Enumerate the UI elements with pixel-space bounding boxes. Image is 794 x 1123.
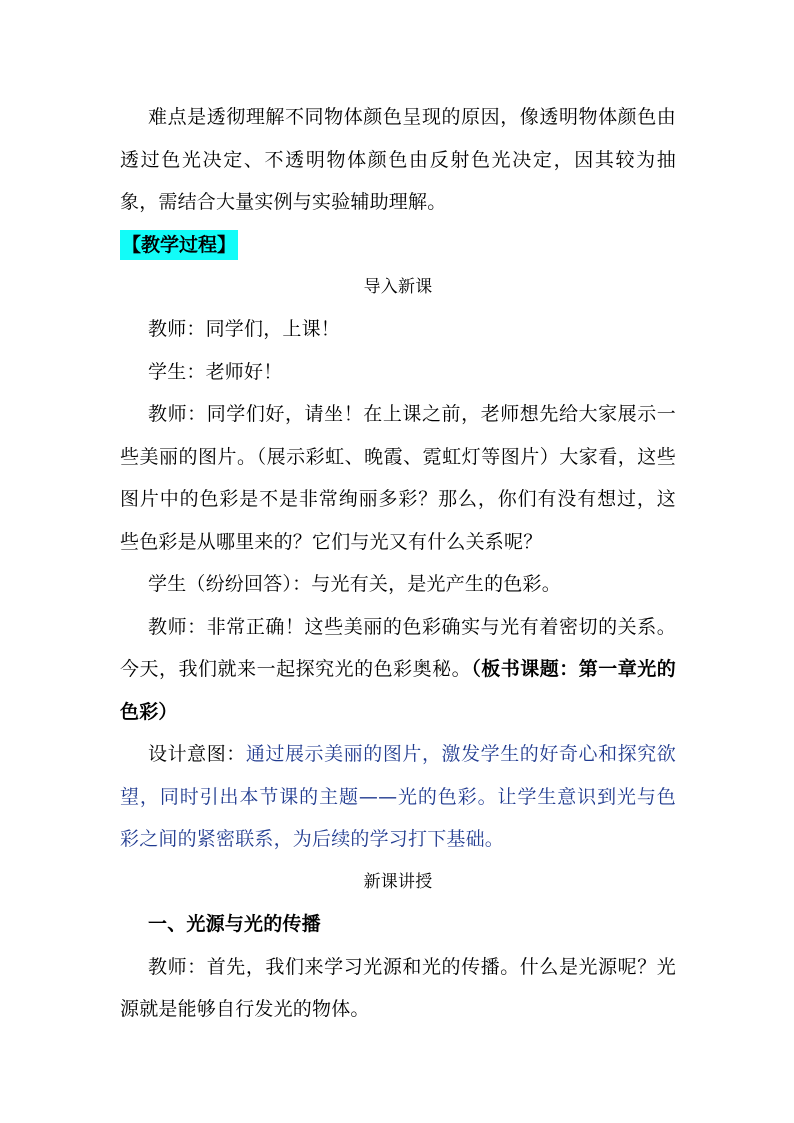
- board-title-note: （板书课题：第一章光的色彩）: [120, 658, 676, 723]
- section-1-heading: 一、光源与光的传播: [148, 913, 321, 935]
- dialogue-teacher-2: 教师：同学们好，请坐！在上课之前，老师想先给大家展示一些美丽的图片。（展示彩虹、晚霞、霓虹灯等图片）大家看，这些图片中的色彩是不是非常绚丽多彩？那么，你们有没有想过，这些色彩是从哪里来的？它们与光又有什么关系呢？: [120, 403, 676, 553]
- design-intent-text: 通过展示美丽的图片，激发学生的好奇心和探究欲望，同时引出本节课的主题——光的色彩。让学生意识到光与色彩之间的紧密联系，为后续的学习打下基础。: [120, 743, 676, 850]
- dialogue-teacher-1: 教师：同学们，上课！: [148, 318, 341, 340]
- design-intent-paragraph: [120, 733, 676, 861]
- process-heading-row: [120, 224, 676, 266]
- dialogue-student-1: 学生：老师好！: [148, 360, 283, 383]
- intro-section-title: 导入新课: [363, 276, 433, 297]
- difficulty-paragraph: 难点是透彻理解不同物体颜色呈现的原因，像透明物体颜色由透过色光决定、不透明物体颜色由反射色光决定，因其较为抽象，需结合大量实例与实验辅助理解。: [120, 106, 676, 213]
- dialogue-student-2: 学生（纷纷回答）：与光有关，是光产生的色彩。: [148, 573, 561, 595]
- design-intent-prefix: 设计意图：: [148, 743, 246, 765]
- new-lesson-title: 新课讲授: [363, 871, 433, 892]
- dialogue-teacher-4: 教师：首先，我们来学习光源和光的传播。什么是光源呢？光源就是能够自行发光的物体。: [120, 955, 676, 1020]
- document-page: [120, 96, 676, 1031]
- process-heading: 【教学过程】: [120, 230, 238, 260]
- dialogue-teacher-3-text: 教师：非常正确！这些美丽的色彩确实与光有着密切的关系。今天，我们就来一起探究光的色彩奥秘。: [120, 615, 676, 680]
- dialogue-teacher-3: [120, 606, 676, 734]
